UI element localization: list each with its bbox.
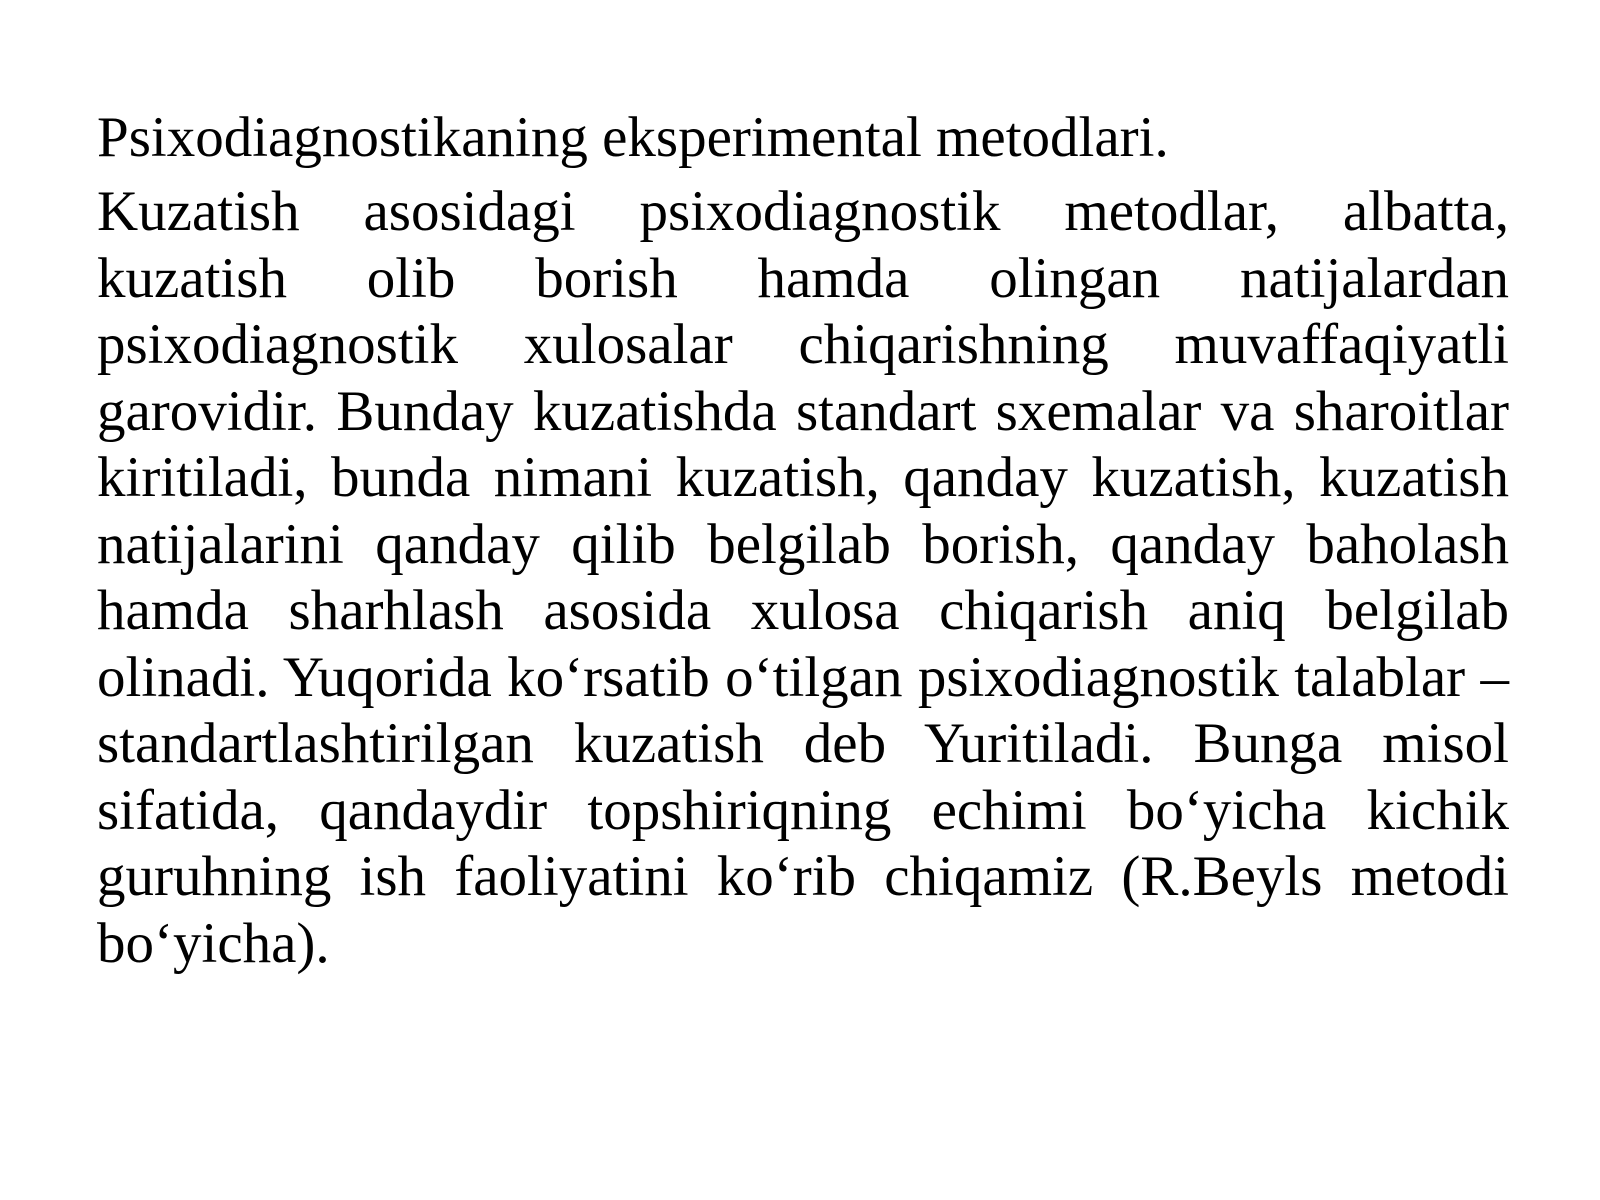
slide-body-text: Kuzatish asosidagi psixodiagnostik metodlar, albatta, kuzatish olib borish hamda olingan natijalardan psixodiagnostik xulosalar chiqarishning muvaffaqiyatli garovidir. Bunday kuzatishda standart sxemalar va sharoitlar kiritiladi, bunda nimani kuzatish, qanday kuzatish, kuzatish natijalarini qanday qilib belgilab borish, qanday baholash hamda sharhlash asosida xulosa chiqarish aniq belgilab olinadi. Yuqorida ko‘rsatib o‘tilgan psixodiagnostik talablar – standartlashtirilgan kuzatish deb Yuritiladi. Bunga misol sifatida, qandaydir topshiriqning echimi bo‘yicha kichik guruhning ish faoliyatini ko‘rib chiqamiz (R.Beyls metodi bo‘yicha).	[97, 180, 1509, 975]
slide-content	[97, 104, 1509, 977]
slide-title: Psixodiagnostikaning eksperimental metodlari.	[97, 106, 1169, 169]
